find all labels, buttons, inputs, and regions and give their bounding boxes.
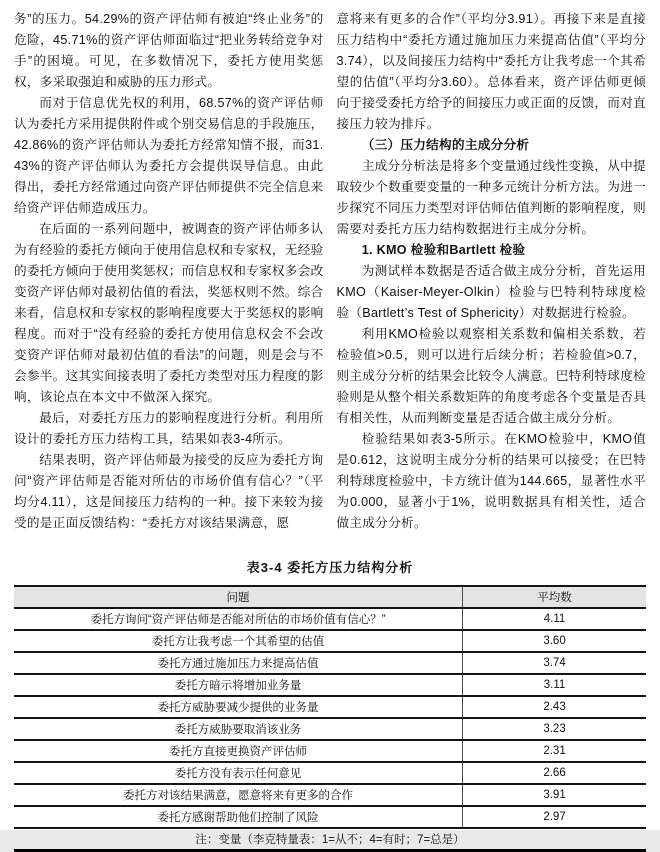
paragraph: 而对于信息优先权的利用，68.57%的资产评估师认为委托方采用提供附件或个别交易信息的手段施压，42.86%的资产评估师认为委托方经常知情不报，而31.43%的资产评估师认为委托方会提供误导信息。由此得出，委托方经常通过向资产评估师提供不完全信息来给资产评估师造成压力。 (14, 96, 324, 215)
mean-cell: 3.11 (463, 674, 646, 696)
question-cell: 委托方感谢帮助他们控制了风险 (14, 806, 463, 828)
paragraph: 利用KMO检验以观察相关系数和偏相关系数，若检验值>0.5，则可以进行后续分析；若检验值>0.7，则主成分分析的结果会比较令人满意。巴特利特球度检验则是从整个相关系数矩阵的角度考虑各个变量是否具有相关性，从而判断变量是否适合做主成分分析。 (336, 327, 646, 425)
question-cell: 委托方威胁要取消该业务 (14, 718, 463, 740)
table-row (14, 806, 646, 828)
table-row (14, 696, 646, 718)
paragraph: 主成分分析法是将多个变量通过线性变换，从中提取较少个数重要变量的一种多元统计分析方法。为进一步探究不同压力类型对评估师估值判断的影响程度，则需要对委托方压力结构数据进行主成分分析。 (336, 159, 646, 236)
section-heading: （三）压力结构的主成分分析 (361, 138, 530, 152)
table-note-row (14, 828, 646, 851)
table-row (14, 674, 646, 696)
table-row (14, 784, 646, 806)
mean-cell: 3.91 (463, 784, 646, 806)
table-title: 表3-4 委托方压力结构分析 (246, 560, 414, 575)
right-column (337, 9, 647, 534)
table-row (14, 740, 646, 762)
mean-cell: 2.43 (463, 696, 646, 718)
table-header-question: 问题 (14, 586, 463, 608)
paragraph: 意将来有更多的合作”（平均分3.91）。再接下来是直接压力结构中“委托方通过施加压力来提高估值”（平均分3.74），以及间接压力结构中“委托方让我考虑一个其希望的估值”（平均分3.60）。总体看来，资产评估师更倾向于接受委托方给予的间接压力或正面的反馈，而对直接压力较为排斥。 (336, 12, 646, 131)
mean-cell: 2.66 (463, 762, 646, 784)
paragraph: 为测试样本数据是否适合做主成分分析，首先运用KMO（Kaiser-Meyer-Olkin）检验与巴特利特球度检验（Bartlett’s Test of Sphericity）对数据进行检验。 (336, 264, 646, 320)
paragraph: 务”的压力。54.29%的资产评估师有被迫“终止业务”的危险，45.71%的资产评估师面临过“把业务转给竞争对手”的困境。可见，在多数情况下，委托方使用奖惩权，多采取强迫和威胁的压力形式。 (14, 12, 324, 89)
subsection-heading: 1. KMO 检验和Bartlett 检验 (361, 243, 526, 257)
question-cell: 委托方没有表示任何意见 (14, 762, 463, 784)
question-cell: 委托方暗示将增加业务量 (14, 674, 463, 696)
table-row (14, 652, 646, 674)
mean-cell: 2.31 (463, 740, 646, 762)
paragraph: 最后，对委托方压力的影响程度进行分析。利用所设计的委托方压力结构工具，结果如表3-4所示。 (14, 411, 324, 446)
table-row (14, 718, 646, 740)
mean-cell: 2.97 (463, 806, 646, 828)
question-cell: 委托方通过施加压力来提高估值 (14, 652, 463, 674)
paragraph: 结果表明，资产评估师最为接受的反应为委托方询问“资产评估师是否能对所估的市场价值有信心？”（平均分4.11），这是间接压力结构的一种。接下来较为接受的是正面反馈结构：“委托方对该结果满意，愿 (14, 453, 324, 530)
two-column-text (14, 9, 646, 534)
question-cell: 委托方对该结果满意，愿意将来有更多的合作 (14, 784, 463, 806)
table-row (14, 630, 646, 652)
left-column (14, 9, 324, 534)
question-cell: 委托方让我考虑一个其希望的估值 (14, 630, 463, 652)
mean-cell: 3.74 (463, 652, 646, 674)
paragraph: 检验结果如表3-5所示。在KMO检验中，KMO值是0.612，这说明主成分分析的结果可以接受；在巴特利特球度检验中，卡方统计值为144.665，显著性水平为0.000，显著小于1%，说明数据具有相关性，适合做主成分分析。 (336, 432, 646, 530)
table-header-mean: 平均数 (463, 586, 646, 608)
paragraph: 在后面的一系列问题中，被调查的资产评估师多认为有经验的委托方倾向于使用信息权和专家权，无经验的委托方倾向于使用奖惩权；而信息权和专家权多会改变资产评估师对最初估值的看法，奖惩权则不然。综合来看，信息权和专家权的影响程度要大于奖惩权的影响程度。而对于“没有经验的委托方使用信息权会不会改变资产评估师对最初估值的看法”的问题，则是会与不会参半。这其实间接表明了委托方类型对压力程度的影响，该论点在本文中不做深入探究。 (14, 222, 324, 404)
question-cell: 委托方直接更换资产评估师 (14, 740, 463, 762)
pressure-structure-table (14, 585, 646, 852)
table-row (14, 762, 646, 784)
mean-cell: 3.60 (463, 630, 646, 652)
table-row (14, 608, 646, 630)
question-cell: 委托方威胁要减少提供的业务量 (14, 696, 463, 718)
question-cell: 委托方询问“资产评估师是否能对所估的市场价值有信心？” (14, 608, 463, 630)
table-note: 注：变量（李克特量表：1=从不；4=有时；7=总是） (14, 828, 646, 851)
mean-cell: 3.23 (463, 718, 646, 740)
table-header-row (14, 586, 646, 608)
mean-cell: 4.11 (463, 608, 646, 630)
